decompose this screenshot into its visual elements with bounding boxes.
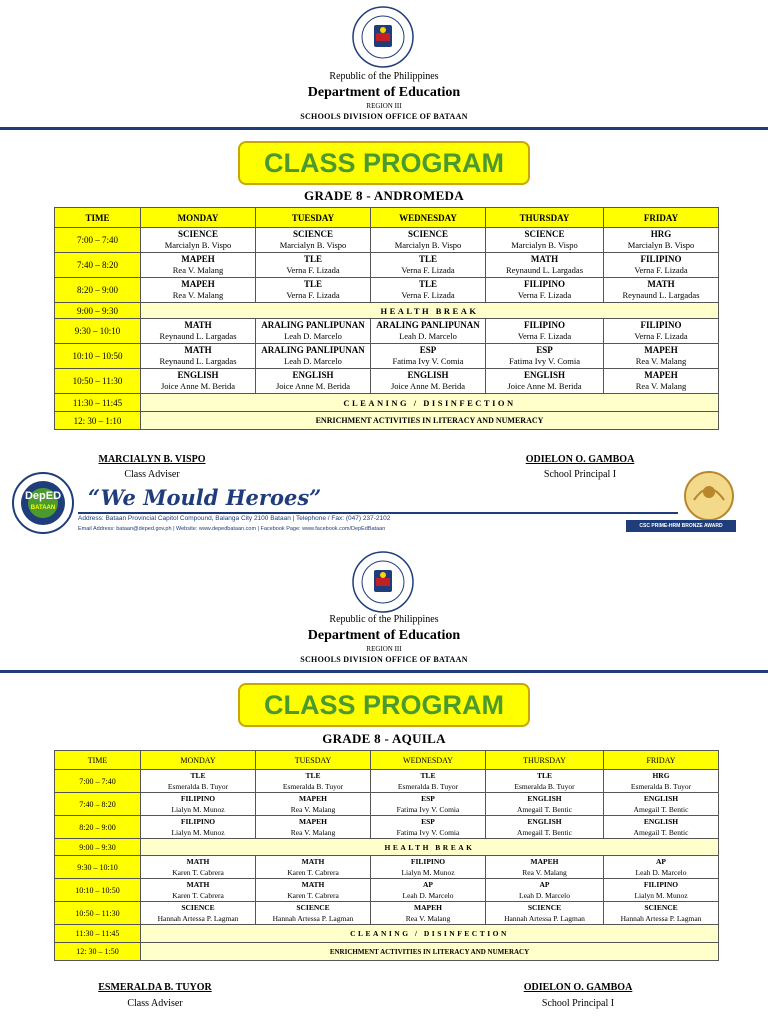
class-cell	[604, 253, 719, 278]
teacher: Karen T. Cabrera	[287, 868, 339, 877]
time-slot: 11:30 – 11:45	[55, 394, 141, 412]
class-cell	[486, 228, 604, 253]
col-header: TUESDAY	[256, 751, 371, 770]
subject: MATH	[647, 279, 675, 289]
teacher: Rea V. Malang	[290, 828, 336, 837]
table-row	[55, 879, 719, 902]
schedule-table	[54, 207, 719, 430]
health-break-label: HEALTH BREAK	[141, 303, 719, 319]
subject: MATH	[186, 880, 210, 889]
subject: MAPEH	[181, 279, 215, 289]
class-cell	[371, 770, 486, 793]
class-cell	[604, 319, 719, 344]
header-rule	[0, 670, 768, 673]
class-cell	[371, 228, 486, 253]
subject: MAPEH	[644, 345, 678, 355]
class-cell	[604, 228, 719, 253]
subject: ENGLISH	[292, 370, 334, 380]
subject: FILIPINO	[180, 794, 216, 803]
teacher: Leah D. Marcelo	[284, 331, 342, 341]
class-cell	[371, 816, 486, 839]
subject: TLE	[418, 254, 437, 264]
class-cell	[486, 816, 604, 839]
teacher: Leah D. Marcelo	[635, 868, 687, 877]
subject: SCIENCE	[527, 903, 562, 912]
subject: ESP	[421, 794, 435, 803]
subject: TLE	[418, 279, 437, 289]
class-cell	[141, 228, 256, 253]
col-header: THURSDAY	[486, 751, 604, 770]
subject: SCIENCE	[644, 903, 678, 912]
subject: ENGLISH	[643, 817, 679, 826]
sdo-line: SCHOOLS DIVISION OFFICE OF BATAAN	[300, 112, 468, 121]
subject: MATH	[184, 320, 212, 330]
class-cell	[141, 344, 256, 369]
republic-line: Republic of the Philippines	[329, 614, 439, 625]
teacher: Leah D. Marcelo	[399, 331, 457, 341]
adviser-name: ESMERALDA B. TUYOR	[98, 982, 212, 993]
class-cell	[604, 369, 719, 394]
break-row	[55, 943, 719, 961]
teacher: Reynaund L. Largadas	[505, 265, 584, 275]
time-slot: 8:20 – 9:00	[55, 816, 141, 839]
teacher: Esmeralda B. Tuyor	[514, 782, 575, 791]
subject: HRG	[652, 771, 670, 780]
teacher: Rea V. Malang	[635, 356, 687, 366]
time-slot: 9:00 – 9:30	[55, 303, 141, 319]
class-cell	[371, 344, 486, 369]
subject: TLE	[303, 254, 322, 264]
adviser-role: Class Adviser	[127, 998, 183, 1009]
footer-rule	[78, 512, 678, 514]
subject: ESP	[536, 345, 553, 355]
subject: FILIPINO	[640, 320, 682, 330]
teacher: Rea V. Malang	[405, 914, 451, 923]
teacher: Leah D. Marcelo	[284, 356, 342, 366]
col-header: TIME	[55, 208, 141, 228]
subject: ENGLISH	[643, 794, 679, 803]
teacher: Reynaund L. Largadas	[159, 331, 237, 341]
sdo-line: SCHOOLS DIVISION OFFICE OF BATAAN	[300, 655, 468, 664]
teacher: Karen T. Cabrera	[172, 868, 224, 877]
class-cell	[371, 793, 486, 816]
csc-award-emblem-icon	[680, 470, 738, 522]
subject: MATH	[301, 880, 325, 889]
time-slot: 7:40 – 8:20	[55, 253, 141, 278]
subject: ENGLISH	[527, 794, 562, 803]
region-line: REGION III	[366, 102, 402, 110]
class-program-title: CLASS PROGRAM	[238, 683, 530, 727]
class-cell	[371, 879, 486, 902]
teacher: Marcialyn B. Vispo	[627, 240, 695, 250]
class-cell	[604, 816, 719, 839]
subject: MAPEH	[299, 817, 327, 826]
class-cell	[371, 902, 486, 925]
class-cell	[486, 770, 604, 793]
time-slot: 10:10 – 10:50	[55, 344, 141, 369]
subject: AP	[539, 880, 550, 889]
class-cell	[371, 319, 486, 344]
teacher: Verna F. Lizada	[634, 331, 688, 341]
motto-text: “We Mould Heroes”	[88, 485, 322, 510]
subject: ESP	[421, 817, 435, 826]
class-cell	[256, 856, 371, 879]
class-cell	[371, 278, 486, 303]
adviser-role: Class Adviser	[124, 469, 180, 480]
teacher: Leah D. Marcelo	[518, 891, 571, 900]
subject: MAPEH	[644, 370, 678, 380]
class-cell	[141, 770, 256, 793]
time-slot: 11:30 – 11:45	[55, 925, 141, 943]
teacher: Amegail T. Bentic	[633, 828, 689, 837]
subject: ARALING PANLIPUNAN	[261, 320, 365, 330]
teacher: Lialyn M. Munoz	[171, 828, 225, 837]
class-cell	[486, 856, 604, 879]
table-row	[55, 816, 719, 839]
time-slot: 10:50 – 11:30	[55, 902, 141, 925]
teacher: Marcialyn B. Vispo	[394, 240, 462, 250]
class-cell	[141, 879, 256, 902]
region-line: REGION III	[366, 645, 402, 653]
class-cell	[371, 369, 486, 394]
time-slot: 7:00 – 7:40	[55, 770, 141, 793]
subject: SCIENCE	[524, 229, 565, 239]
class-cell	[141, 278, 256, 303]
award-label: CSC PRIME-HRM BRONZE AWARD	[626, 520, 736, 532]
enrichment-label: ENRICHMENT ACTIVITIES IN LITERACY AND NUMERACY	[141, 943, 719, 961]
subject: TLE	[420, 771, 436, 780]
table-row	[55, 793, 719, 816]
class-cell	[141, 902, 256, 925]
col-header: FRIDAY	[604, 751, 719, 770]
subject: MATH	[301, 857, 325, 866]
class-cell	[256, 344, 371, 369]
subject: AP	[656, 857, 666, 866]
time-slot: 12: 30 – 1:50	[55, 943, 141, 961]
teacher: Reynaund L. Largadas	[622, 290, 700, 300]
teacher: Esmeralda B. Tuyor	[167, 782, 229, 791]
subject: SCIENCE	[181, 903, 215, 912]
class-cell	[141, 816, 256, 839]
class-cell	[256, 319, 371, 344]
teacher: Leah D. Marcelo	[402, 891, 454, 900]
teacher: Lialyn M. Munoz	[401, 868, 455, 877]
class-cell	[371, 856, 486, 879]
department-title: Department of Education	[307, 85, 461, 100]
class-cell	[486, 879, 604, 902]
table-header-row	[55, 208, 719, 228]
subject: TLE	[303, 279, 322, 289]
subject: MAPEH	[530, 857, 559, 866]
time-slot: 7:40 – 8:20	[55, 793, 141, 816]
teacher: Amegail T. Bentic	[517, 828, 572, 837]
teacher: Esmeralda B. Tuyor	[630, 782, 692, 791]
break-row	[55, 303, 719, 319]
subject: FILIPINO	[523, 320, 565, 330]
break-row	[55, 839, 719, 856]
class-cell	[141, 253, 256, 278]
grade-section-title: GRADE 8 - ANDROMEDA	[304, 188, 464, 203]
subject: ENGLISH	[407, 370, 449, 380]
col-header: TUESDAY	[256, 208, 371, 228]
health-break-label: HEALTH BREAK	[141, 839, 719, 856]
subject: HRG	[650, 229, 672, 239]
subject: ENGLISH	[177, 370, 219, 380]
subject: SCIENCE	[292, 229, 333, 239]
teacher: Lialyn M. Munoz	[634, 891, 688, 900]
break-row	[55, 394, 719, 412]
teacher: Verna F. Lizada	[286, 265, 340, 275]
class-cell	[256, 770, 371, 793]
class-cell	[141, 369, 256, 394]
time-slot: 8:20 – 9:00	[55, 278, 141, 303]
teacher: Fatima Ivy V. Comia	[396, 805, 460, 814]
class-cell	[604, 793, 719, 816]
teacher: Amegail T. Bentic	[517, 805, 572, 814]
teacher: Rea V. Malang	[635, 381, 687, 391]
subject: TLE	[190, 771, 206, 780]
subject: MAPEH	[414, 903, 442, 912]
class-cell	[486, 902, 604, 925]
col-header: THURSDAY	[486, 208, 604, 228]
teacher: Verna F. Lizada	[517, 331, 572, 341]
subject: ESP	[419, 345, 437, 355]
subject: MATH	[184, 345, 212, 355]
time-slot: 9:30 – 10:10	[55, 319, 141, 344]
teacher: Karen T. Cabrera	[287, 891, 339, 900]
enrichment-label: ENRICHMENT ACTIVITIES IN LITERACY AND NUMERACY	[141, 412, 719, 430]
class-cell	[141, 319, 256, 344]
table-header-row	[55, 751, 719, 770]
col-header: MONDAY	[141, 208, 256, 228]
grade-section-title: GRADE 8 - AQUILA	[322, 731, 446, 746]
subject: MAPEH	[299, 794, 327, 803]
deped-logo-subtext: BATAAN	[30, 505, 56, 511]
break-row	[55, 925, 719, 943]
subject: SCIENCE	[177, 229, 218, 239]
adviser-name: MARCIALYN B. VISPO	[98, 454, 206, 465]
principal-name: ODIELON O. GAMBOA	[523, 982, 633, 993]
class-program-page-2	[0, 545, 768, 1024]
class-cell	[141, 856, 256, 879]
teacher: Verna F. Lizada	[401, 265, 455, 275]
time-slot: 9:00 – 9:30	[55, 839, 141, 856]
deped-bataan-logo-icon	[12, 472, 74, 534]
class-cell	[256, 793, 371, 816]
table-row	[55, 902, 719, 925]
subject: ARALING PANLIPUNAN	[376, 320, 480, 330]
table-row	[55, 319, 719, 344]
time-slot: 9:30 – 10:10	[55, 856, 141, 879]
teacher: Rea V. Malang	[522, 868, 567, 877]
table-row	[55, 228, 719, 253]
class-cell	[604, 902, 719, 925]
col-header: WEDNESDAY	[371, 208, 486, 228]
teacher: Fatima Ivy V. Comia	[396, 828, 460, 837]
teacher: Lialyn M. Munoz	[171, 805, 225, 814]
table-row	[55, 344, 719, 369]
teacher: Verna F. Lizada	[286, 290, 340, 300]
republic-line: Republic of the Philippines	[329, 71, 439, 82]
time-slot: 7:00 – 7:40	[55, 228, 141, 253]
teacher: Hannah Artessa P. Lagman	[620, 914, 702, 923]
subject: MAPEH	[181, 254, 215, 264]
time-slot: 12: 30 – 1:10	[55, 412, 141, 430]
class-cell	[256, 228, 371, 253]
subject: FILIPINO	[523, 279, 565, 289]
col-header: WEDNESDAY	[371, 751, 486, 770]
subject: ENGLISH	[527, 817, 562, 826]
table-row	[55, 278, 719, 303]
subject: FILIPINO	[410, 857, 446, 866]
time-slot: 10:10 – 10:50	[55, 879, 141, 902]
teacher: Verna F. Lizada	[634, 265, 688, 275]
teacher: Karen T. Cabrera	[172, 891, 224, 900]
class-cell	[486, 278, 604, 303]
class-cell	[486, 319, 604, 344]
class-cell	[486, 793, 604, 816]
subject: TLE	[305, 771, 321, 780]
subject: SCIENCE	[407, 229, 448, 239]
teacher: Rea V. Malang	[172, 265, 224, 275]
teacher: Marcialyn B. Vispo	[164, 240, 232, 250]
teacher: Amegail T. Bentic	[633, 805, 689, 814]
subject: FILIPINO	[180, 817, 216, 826]
teacher: Joice Anne M. Berida	[507, 381, 582, 391]
principal-role: School Principal I	[543, 469, 617, 480]
teacher: Rea V. Malang	[290, 805, 336, 814]
table-row	[55, 369, 719, 394]
schedule-table	[54, 750, 719, 961]
principal-name: ODIELON O. GAMBOA	[525, 454, 635, 465]
class-cell	[256, 369, 371, 394]
deped-seal-icon	[352, 6, 414, 68]
teacher: Marcialyn B. Vispo	[511, 240, 578, 250]
principal-role: School Principal I	[541, 998, 615, 1009]
col-header: FRIDAY	[604, 208, 719, 228]
teacher: Hannah Artessa P. Lagman	[157, 914, 239, 923]
table-row	[55, 856, 719, 879]
class-cell	[256, 879, 371, 902]
subject: ENGLISH	[523, 370, 565, 380]
col-header: MONDAY	[141, 751, 256, 770]
contacts-line: Email Address: bataan@deped.gov.ph | Website: www.depedbataan.com | Facebook Page: www.facebook.com/DepEdBataan	[78, 526, 386, 532]
teacher: Reynaund L. Largadas	[159, 356, 237, 366]
time-slot: 10:50 – 11:30	[55, 369, 141, 394]
class-cell	[256, 253, 371, 278]
class-cell	[371, 253, 486, 278]
class-program-title: CLASS PROGRAM	[238, 141, 530, 185]
class-cell	[604, 344, 719, 369]
subject: FILIPINO	[640, 254, 682, 264]
table-row	[55, 253, 719, 278]
teacher: Hannah Artessa P. Lagman	[504, 914, 585, 923]
subject: MATH	[186, 857, 210, 866]
break-row	[55, 412, 719, 430]
header-rule	[0, 127, 768, 130]
cleaning-label: CLEANING / DISINFECTION	[141, 394, 719, 412]
class-cell	[486, 344, 604, 369]
class-cell	[604, 856, 719, 879]
class-cell	[604, 770, 719, 793]
teacher: Hannah Artessa P. Lagman	[272, 914, 354, 923]
class-cell	[256, 278, 371, 303]
deped-seal-icon	[352, 551, 414, 613]
cleaning-label: CLEANING / DISINFECTION	[141, 925, 719, 943]
teacher: Verna F. Lizada	[401, 290, 455, 300]
col-header: TIME	[55, 751, 141, 770]
subject: TLE	[536, 771, 552, 780]
class-cell	[604, 278, 719, 303]
class-cell	[141, 793, 256, 816]
class-cell	[256, 816, 371, 839]
table-row	[55, 770, 719, 793]
subject: ARALING PANLIPUNAN	[261, 345, 365, 355]
class-cell	[604, 879, 719, 902]
subject: AP	[423, 880, 433, 889]
deped-logo-text: DepED	[24, 490, 62, 502]
teacher: Joice Anne M. Berida	[275, 381, 351, 391]
teacher: Marcialyn B. Vispo	[279, 240, 347, 250]
teacher: Rea V. Malang	[172, 290, 224, 300]
department-title: Department of Education	[307, 628, 461, 643]
class-cell	[486, 253, 604, 278]
teacher: Fatima Ivy V. Comia	[392, 356, 464, 366]
teacher: Joice Anne M. Berida	[160, 381, 236, 391]
teacher: Verna F. Lizada	[517, 290, 572, 300]
class-cell	[486, 369, 604, 394]
teacher: Fatima Ivy V. Comia	[509, 356, 580, 366]
teacher: Esmeralda B. Tuyor	[397, 782, 459, 791]
subject: FILIPINO	[643, 880, 679, 889]
subject: MATH	[530, 254, 559, 264]
teacher: Joice Anne M. Berida	[390, 381, 466, 391]
subject: SCIENCE	[296, 903, 330, 912]
class-cell	[256, 902, 371, 925]
address-line: Address: Bataan Provincial Capitol Compound, Balanga City 2100 Bataan | Telephone / Fax: (047) 237-2102	[78, 515, 391, 522]
teacher: Esmeralda B. Tuyor	[282, 782, 344, 791]
